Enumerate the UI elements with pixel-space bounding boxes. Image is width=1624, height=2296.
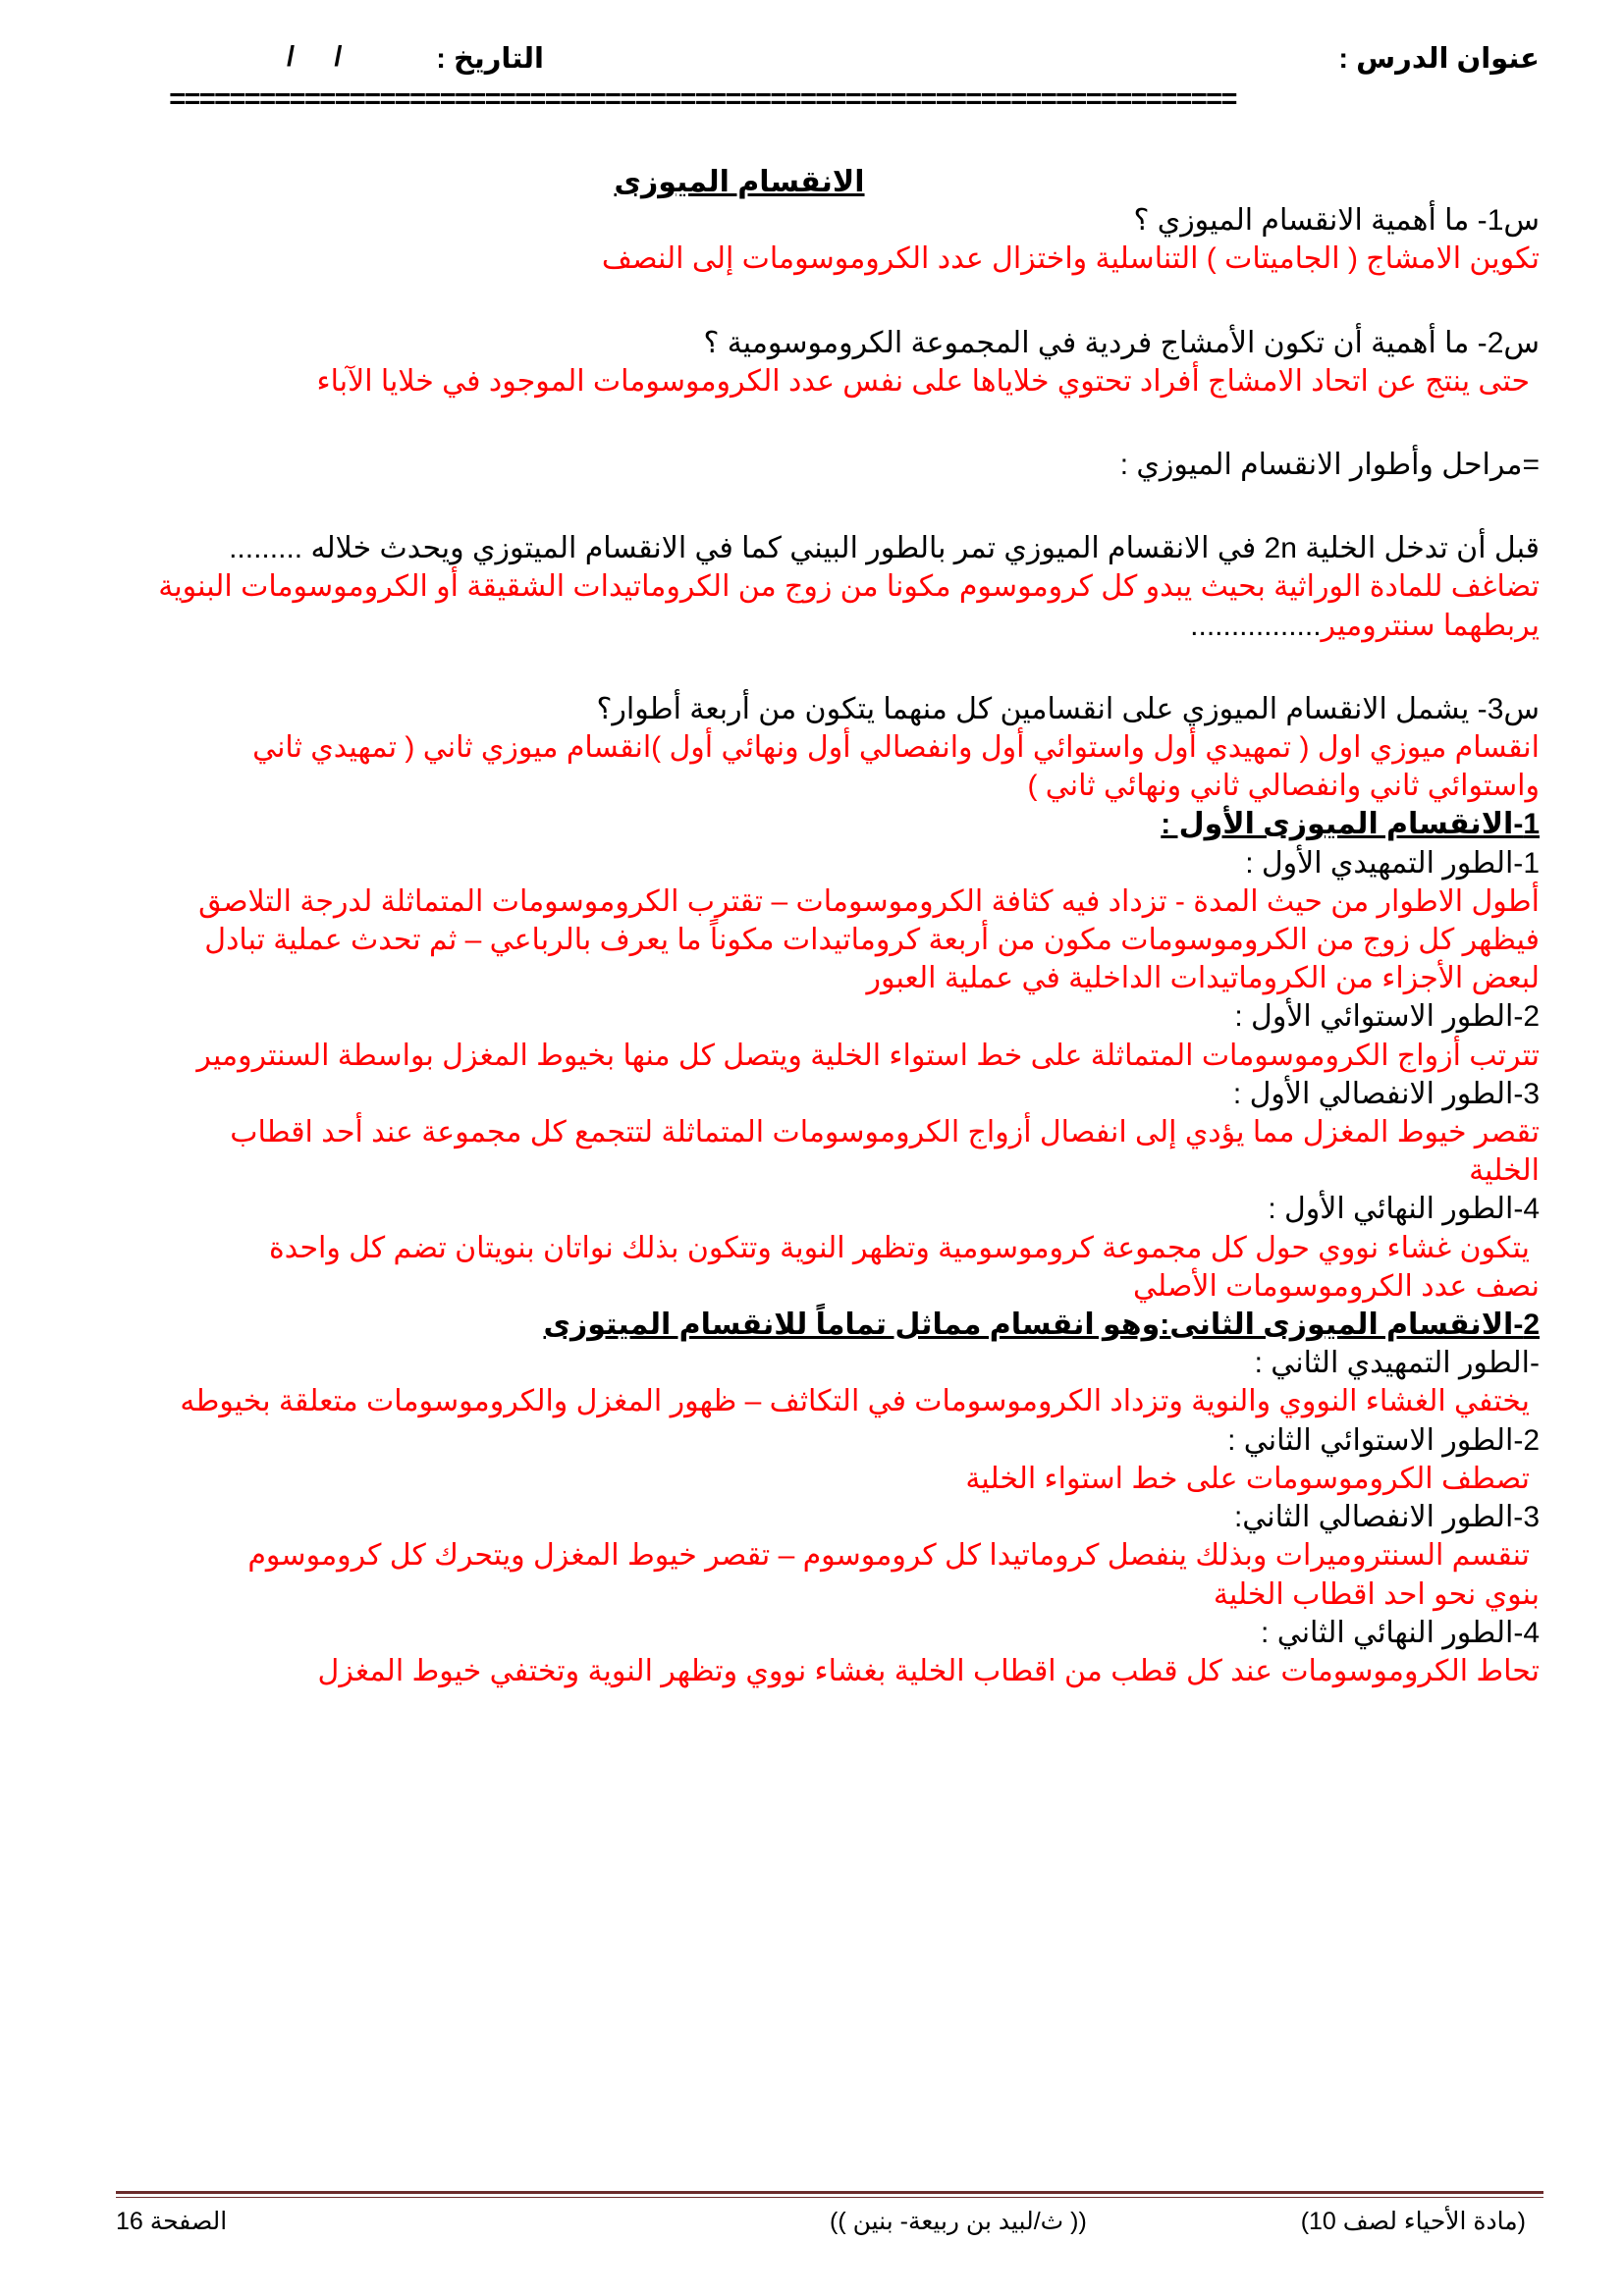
meiosis1-phase4-line1: يتكون غشاء نووي حول كل مجموعة كروموسومية وتظهر النوية وتتكون بذلك نواتان بنويتان تضم كل واحدة xyxy=(268,1231,1530,1264)
meiosis1-phase1-line1: أطول الاطوار من حيث المدة - تزداد فيه كثافة الكروموسومات – تقترب الكروموسومات المتماثلة لدرجة التلاصق xyxy=(198,884,1540,918)
interphase-dots: ................ xyxy=(1190,609,1322,642)
meiosis2-phase2-name: 2-الطور الاستوائي الثاني : xyxy=(1227,1423,1540,1457)
spacer xyxy=(116,400,1540,446)
spacer xyxy=(116,645,1540,690)
meiosis2-phase1-line1: يختفي الغشاء النووي والنوية وتزداد الكروموسومات في التكاثف – ظهور المغزل والكروموسومات متعلقة بخيوطه xyxy=(180,1385,1530,1418)
spacer xyxy=(116,279,1540,324)
meiosis1-phase4-name: 4-الطور النهائي الأول : xyxy=(1268,1193,1540,1226)
meiosis2-phase4-line1: تحاط الكروموسومات عند كل قطب من اقطاب الخلية بغشاء نووي وتظهر النوية وتختفي خيوط المغزل xyxy=(317,1654,1540,1687)
page-title: الانقسام الميوزى xyxy=(614,166,865,198)
meiosis2-phase3-line1: تنقسم السنتروميرات وبذلك ينفصل كروماتيدا كل كروموسوم – تقصر خيوط المغزل ويتحرك كل كروموسوم xyxy=(247,1539,1530,1573)
meiosis2-phase2-line1: تصطف الكروموسومات على خط استواء الخلية xyxy=(965,1462,1530,1495)
header-separator: ======================================================================= xyxy=(169,86,1236,116)
meiosis1-phase3-line1: تقصر خيوط المغزل مما يؤدي إلى انفصال أزواج الكروموسومات المتماثلة لتتجمع كل مجموعة عند أحد اقطاب xyxy=(230,1116,1540,1149)
question-1: س1- ما أهمية الانقسام الميوزي ؟ xyxy=(1133,204,1540,238)
date-slashes: / / xyxy=(287,41,343,73)
meiosis1-phase1-name: 1-الطور التمهيدي الأول : xyxy=(1245,846,1540,880)
interphase-answer-text: يربطهما سنترومير xyxy=(1321,609,1540,642)
meiosis2-phase4-name: 4-الطور النهائي الثاني : xyxy=(1261,1616,1540,1649)
meiosis2-phase3-name: 3-الطور الانفصالي الثاني: xyxy=(1233,1501,1540,1534)
meiosis-1-heading: 1-الانقسام الميوزى الأول : xyxy=(1161,808,1540,841)
lesson-title-label: عنوان الدرس : xyxy=(1338,43,1540,75)
interphase-answer-line2 xyxy=(116,607,1540,645)
stages-heading: =مراحل وأطوار الانقسام الميوزي : xyxy=(1119,449,1540,482)
footer-school: (( ث/لبيد بن ربيعة- بنين )) xyxy=(830,2208,1087,2235)
question-2: س2- ما أهمية أن تكون الأمشاج فردية في المجموعة الكروموسومية ؟ xyxy=(703,326,1540,359)
answer-3-line1: انقسام ميوزي اول ( تمهيدي أول واستوائي أول وانفصالي أول ونهائي أول )انقسام ميوزي ثاني ( تمهيدي ثاني xyxy=(252,731,1540,765)
date-label: التاريخ : xyxy=(436,43,544,75)
meiosis1-phase2-name: 2-الطور الاستوائي الأول : xyxy=(1234,1000,1540,1034)
lesson-content xyxy=(116,163,1540,1690)
meiosis2-phase1-name: -الطور التمهيدي الثاني : xyxy=(1254,1347,1540,1380)
answer-3-line2: واستوائي ثاني وانفصالي ثاني ونهائي ثاني ) xyxy=(1027,770,1540,803)
meiosis1-phase3-line2: الخلية xyxy=(1469,1154,1540,1188)
meiosis1-phase1-line2: فيظهر كل زوج من الكروموسومات مكون من أربعة كروماتيدات مكوناً ما يعرف بالرباعي – ثم تحدث عملية تبادل xyxy=(204,924,1540,957)
footer-subject: (مادة الأحياء لصف 10) xyxy=(1300,2208,1526,2235)
question-3: س3- يشمل الانقسام الميوزي على انقسامين كل منهما يتكون من أربعة أطوار؟ xyxy=(596,692,1540,725)
answer-1: تكوين الامشاج ( الجاميتات ) التناسلية واختزال عدد الكروموسومات إلى النصف xyxy=(601,242,1540,276)
meiosis-2-heading: 2-الانقسام الميوزى الثانى:وهو انقسام مماثل تماماً للانقسام الميتوزى xyxy=(543,1308,1540,1342)
meiosis1-phase1-line3: لبعض الأجزاء من الكروماتيدات الداخلية في عملية العبور xyxy=(866,962,1540,995)
footer-rule xyxy=(116,2191,1543,2194)
meiosis1-phase2-line1: تترتب أزواج الكروموسومات المتماثلة على خط استواء الخلية ويتصل كل منها بخيوط المغزل بواسطة السنترومير xyxy=(196,1039,1540,1072)
interphase-intro: قبل أن تدخل الخلية 2n في الانقسام الميوزي تمر بالطور البيني كما في الانقسام الميتوزي ويحدث خلاله ......... xyxy=(229,532,1540,565)
meiosis1-phase3-name: 3-الطور الانفصالي الأول : xyxy=(1232,1077,1540,1110)
footer-page-number: الصفحة 16 xyxy=(116,2208,228,2235)
answer-2: حتى ينتج عن اتحاد الامشاج أفراد تحتوي خلاياها على نفس عدد الكروموسومات الموجود في خلايا الآباء xyxy=(316,364,1530,398)
meiosis2-phase3-line2: بنوي نحو احد اقطاب الخلية xyxy=(1213,1577,1540,1611)
interphase-answer-line1: تضاغف للمادة الوراثية بحيث يبدو كل كروموسوم مكونا من زوج من الكروماتيدات الشقيقة أو الكروموسومات البنوية xyxy=(158,570,1540,604)
footer-rule-thin xyxy=(116,2197,1543,2198)
meiosis1-phase4-line2: نصف عدد الكروموسومات الأصلي xyxy=(1132,1269,1540,1303)
spacer xyxy=(116,484,1540,529)
